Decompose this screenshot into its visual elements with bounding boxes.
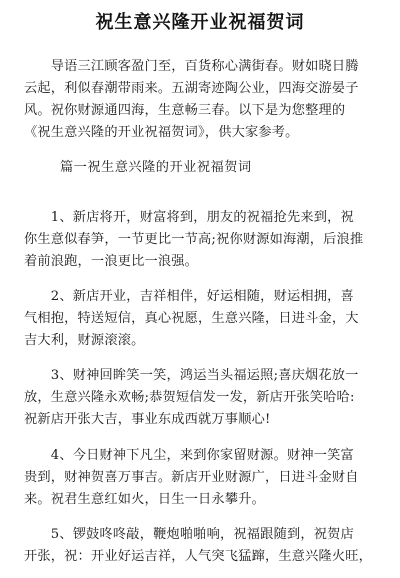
item-line: 4、今日财神下凡尘，来到你家留财源。财神一笑富 <box>24 448 354 463</box>
item-line: 开张，祝：开业好运吉祥，人气突飞猛蹿，生意兴隆火旺， <box>24 549 373 564</box>
item-line: 贵到，财神贺喜万事吉。新店开业财源广，日进斗金财自 <box>24 470 359 485</box>
intro-line: 云起，利似春潮带雨来。五湖寄迹陶公业，四海交游晏子 <box>24 81 359 96</box>
blessing-item-1 <box>24 207 376 273</box>
intro-paragraph <box>24 56 376 144</box>
section-heading: 篇一祝生意兴隆的开业祝福贺词 <box>60 160 252 175</box>
intro-line: 导语三江顾客盈门至，百货称心满街春。财如晓日腾 <box>24 59 359 74</box>
blessing-item-2 <box>24 286 376 352</box>
blessing-item-5 <box>24 524 376 568</box>
item-line: 你生意似春笋，一节更比一节高;祝你财源如海潮，后浪推 <box>24 232 364 247</box>
item-line: 来。祝君生意红如火，日生一日永攀升。 <box>24 492 265 507</box>
blessing-item-3 <box>24 365 376 431</box>
item-line: 5、锣鼓咚咚敲，鞭炮啪啪响，祝福跟随到，祝贺店 <box>24 527 354 542</box>
item-line: 放，生意兴隆永欢畅;恭贺短信发一发，新店开张笑哈哈: <box>24 390 355 405</box>
page-title: 祝生意兴隆开业祝福贺词 <box>95 12 305 33</box>
blessing-item-4 <box>24 445 376 511</box>
intro-line: 《祝生意兴隆的开业祝福贺词》，供大家参考。 <box>24 125 299 140</box>
item-line: 1、新店将开，财富将到，朋友的祝福抢先来到，祝 <box>24 210 354 225</box>
item-line: 祝新店开张大吉，事业东成西就万事顺心! <box>24 412 271 427</box>
item-line: 气相抱，特送短信，真心祝愿，生意兴隆，日进斗金，大 <box>24 311 359 326</box>
intro-line: 风。祝你财源通四海，生意畅三春。以下是为您整理的 <box>24 103 346 118</box>
item-line: 着前浪跑，一浪更比一浪强。 <box>24 254 199 269</box>
item-line: 3、财神回眸笑一笑，鸿运当头福运照;喜庆烟花放一 <box>24 368 359 383</box>
item-line: 吉大利，财源滚滚。 <box>24 333 145 348</box>
item-line: 2、新店开业，吉祥相伴，好运相随，财运相拥，喜 <box>24 289 354 304</box>
